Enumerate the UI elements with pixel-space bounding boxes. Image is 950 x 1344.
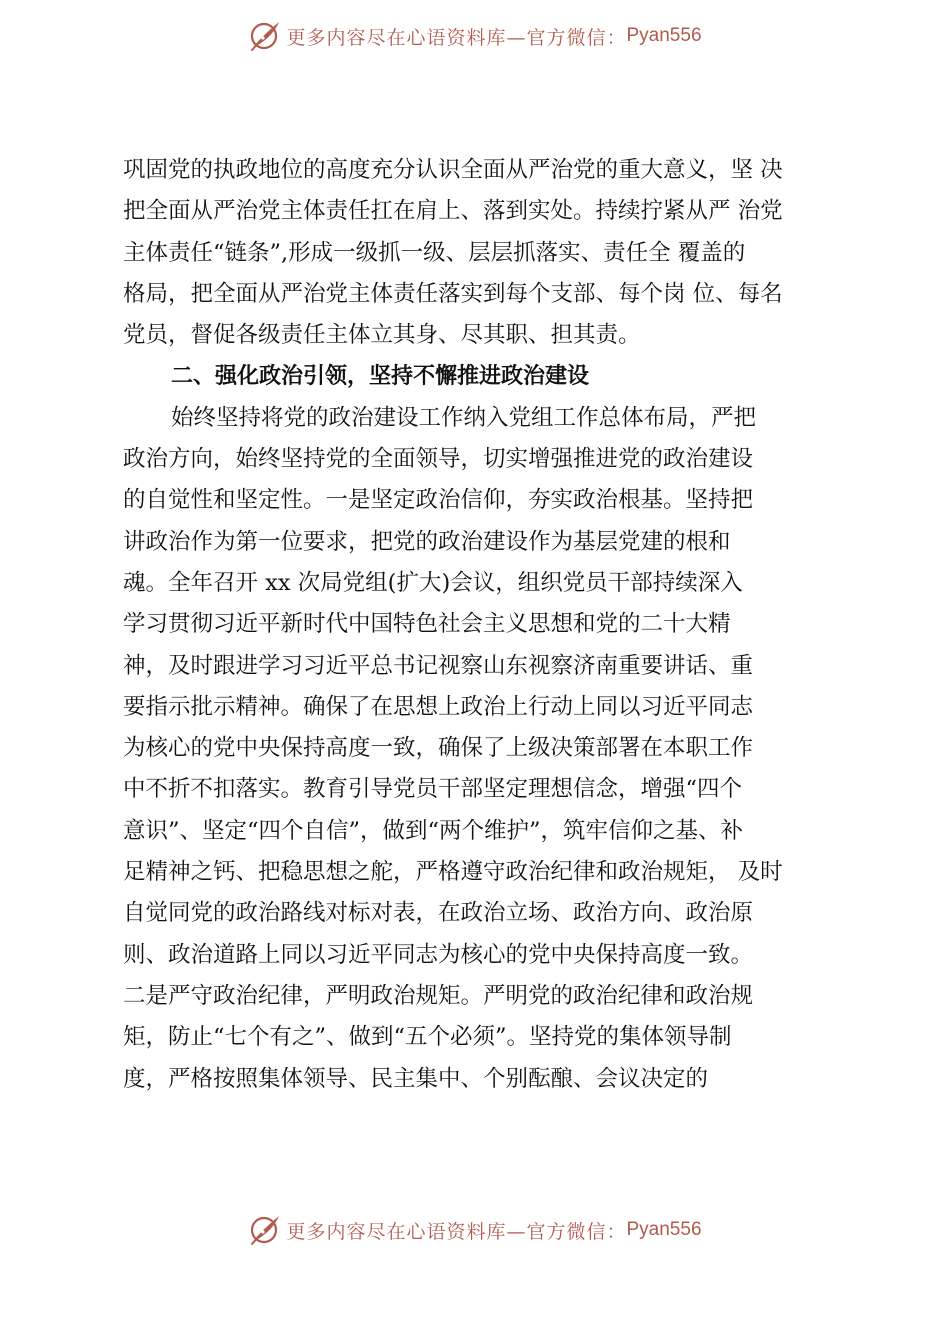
section-heading: 二、强化政治引领，坚持不懈推进政治建设 <box>171 364 590 390</box>
banner-text: 更多内容尽在心语资料库—官方微信： <box>286 26 627 49</box>
text-line: 主体责任“链条”,形成一级抓一级、层层抓落实、责任全 覆盖的 <box>123 239 746 266</box>
text-line: 格局，把全面从严治党主体责任落实到每个支部、每个岗 位、每名 <box>123 280 783 307</box>
wechat-id: Pyan556 <box>626 1219 702 1240</box>
text-line: 足精神之钙、把稳思想之舵，严格遵守政治纪律和政治规矩， 及时 <box>123 859 783 886</box>
text-line: 讲政治作为第一位要求，把党的政治建设作为基层党建的根和 <box>123 528 731 555</box>
footer-banner <box>0 1210 950 1250</box>
text-line: 自觉同党的政治路线对标对表，在政治立场、政治方向、政治原 <box>123 900 754 927</box>
text-line: 学习贯彻习近平新时代中国特色社会主义思想和党的二十大精 <box>123 611 731 638</box>
text-line: 要指示批示精神。确保了在思想上政治上行动上同以习近平同志 <box>123 693 754 720</box>
text-line: 的自觉性和坚定性。一是坚定政治信仰，夯实政治根基。坚持把 <box>123 487 754 514</box>
text-line: 中不折不扣落实。教育引导党员干部坚定理想信念，增强“四个 <box>123 776 743 803</box>
text-line: 度，严格按照集体领导、民主集中、个别酝酿、会议决定的 <box>123 1065 709 1092</box>
text-line: 始终坚持将党的政治建设工作纳入党组工作总体布局，严把 <box>171 404 757 431</box>
header-banner <box>0 16 950 56</box>
quill-pen-logo-icon <box>248 1213 282 1247</box>
text-line: 意识”、坚定“四个自信”，做到“两个维护”，筑牢信仰之基、补 <box>123 817 744 844</box>
text-line: 把全面从严治党主体责任扛在肩上、落到实处。持续拧紧从严 治党 <box>123 198 783 225</box>
text-line: 神，及时跟进学习习近平总书记视察山东视察济南重要讲话、重 <box>123 652 754 679</box>
text-line: 二是严守政治纪律，严明政治规矩。严明党的政治纪律和政治规 <box>123 982 754 1009</box>
text-line: 政治方向，始终坚持党的全面领导，切实增强推进党的政治建设 <box>123 446 754 473</box>
text-line: 党员，督促各级责任主体立其身、尽其职、担其责。 <box>123 322 641 349</box>
document-body <box>123 150 823 1100</box>
text-line: 魂。全年召开 xx 次局党组(扩大)会议，组织党员干部持续深入 <box>123 569 743 596</box>
text-line: 则、政治道路上同以习近平同志为核心的党中央保持高度一致。 <box>123 941 754 968</box>
banner-text: 更多内容尽在心语资料库—官方微信： <box>286 1220 627 1243</box>
text-line: 矩，防止“七个有之”、做到“五个必须”。坚持党的集体领导制 <box>123 1024 732 1051</box>
quill-pen-logo-icon <box>248 19 282 53</box>
wechat-id: Pyan556 <box>626 25 702 46</box>
text-line: 巩固党的执政地位的高度充分认识全面从严治党的重大意义，坚 决 <box>123 157 783 183</box>
text-line: 为核心的党中央保持高度一致，确保了上级决策部署在本职工作 <box>123 735 754 762</box>
